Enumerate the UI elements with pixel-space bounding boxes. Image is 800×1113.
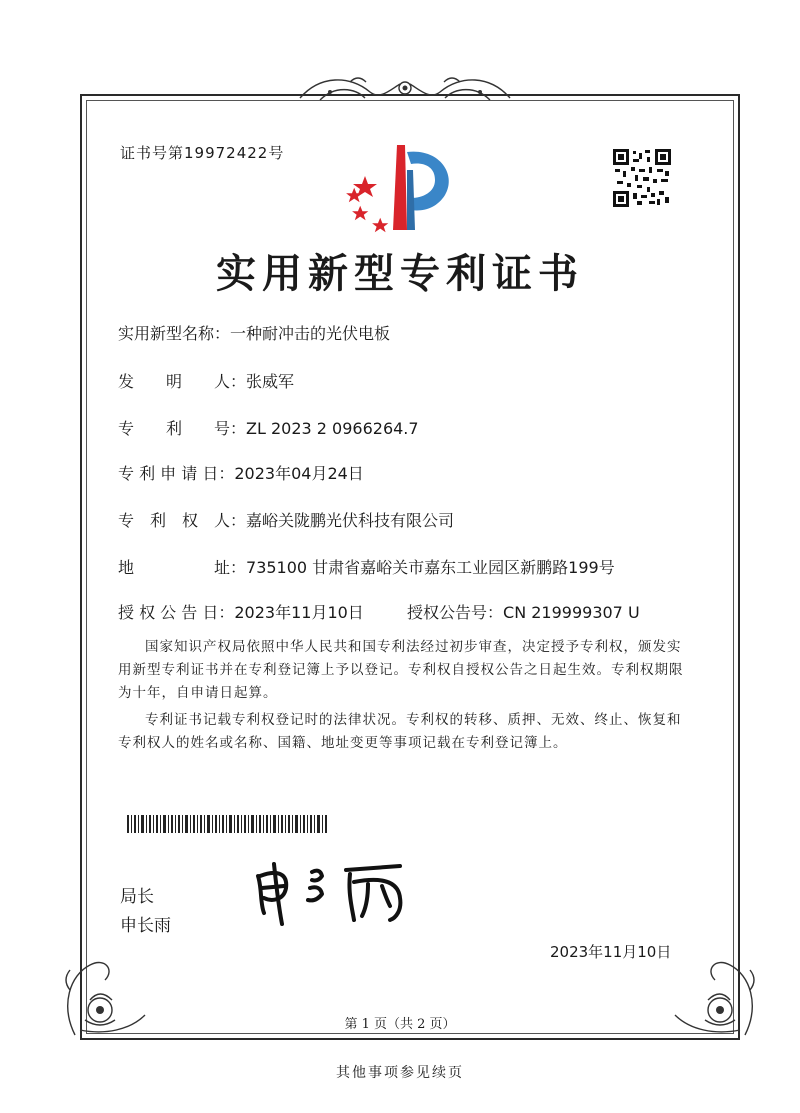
field-value: 张威军 <box>246 372 295 391</box>
cnipa-logo-icon <box>345 140 465 235</box>
top-ornament-icon <box>290 70 520 110</box>
field-value: 嘉峪关陇鹏光伏科技有限公司 <box>246 511 455 530</box>
field-address <box>118 555 615 578</box>
field-label: 授 权 公 告 日： <box>118 603 235 622</box>
page-number: 第 1 页（共 2 页） <box>344 1017 456 1032</box>
field-grant-number <box>407 600 640 623</box>
field-value: CN 219999307 U <box>503 603 640 622</box>
notice-paragraph: 国家知识产权局依照中华人民共和国专利法经过初步审查，决定授予专利权，颁发实用新型专利证书并在专利登记簿上予以登记。专利权自授权公告之日起生效。专利权期限为十年，自申请日起算。 <box>118 639 684 701</box>
field-inventor <box>118 369 294 392</box>
certificate-title: 实用新型专利证书 <box>216 251 584 297</box>
field-label: 发 明 人： <box>118 372 247 391</box>
signatory-position: 局长 <box>120 887 154 907</box>
qr-code-icon <box>613 149 671 207</box>
certificate-number: 证书号第19972422号 <box>120 144 285 162</box>
notice-paragraph: 专利证书记载专利权登记时的法律状况。专利权的转移、质押、无效、终止、恢复和专利权人的姓名或名称、国籍、地址变更等事项记载在专利登记簿上。 <box>118 712 682 751</box>
barcode-icon <box>127 815 327 833</box>
field-label: 专 利 申 请 日： <box>118 464 235 483</box>
field-label: 授权公告号： <box>407 603 504 622</box>
field-value: 2023年11月10日 <box>234 603 364 622</box>
footer-note: 其他事项参见续页 <box>336 1065 464 1081</box>
signatory-name: 申长雨 <box>120 916 171 936</box>
field-value: 2023年04月24日 <box>234 464 364 483</box>
field-value: 一种耐冲击的光伏电板 <box>230 324 391 343</box>
field-label: 地 址： <box>118 558 247 577</box>
field-patentee <box>118 508 454 531</box>
field-label: 专 利 号： <box>118 419 247 438</box>
field-label: 专 利 权 人： <box>118 511 247 530</box>
field-patent-number <box>118 416 419 439</box>
field-label: 实用新型名称： <box>118 324 231 343</box>
handwritten-signature-icon <box>250 858 420 928</box>
issue-date: 2023年11月10日 <box>550 943 672 961</box>
field-filing-date <box>118 461 364 484</box>
field-value: ZL 2023 2 0966264.7 <box>246 419 419 438</box>
field-utility-name <box>118 321 390 344</box>
field-grant-date <box>118 600 364 623</box>
field-value: 735100 甘肃省嘉峪关市嘉东工业园区新鹏路199号 <box>246 558 615 577</box>
